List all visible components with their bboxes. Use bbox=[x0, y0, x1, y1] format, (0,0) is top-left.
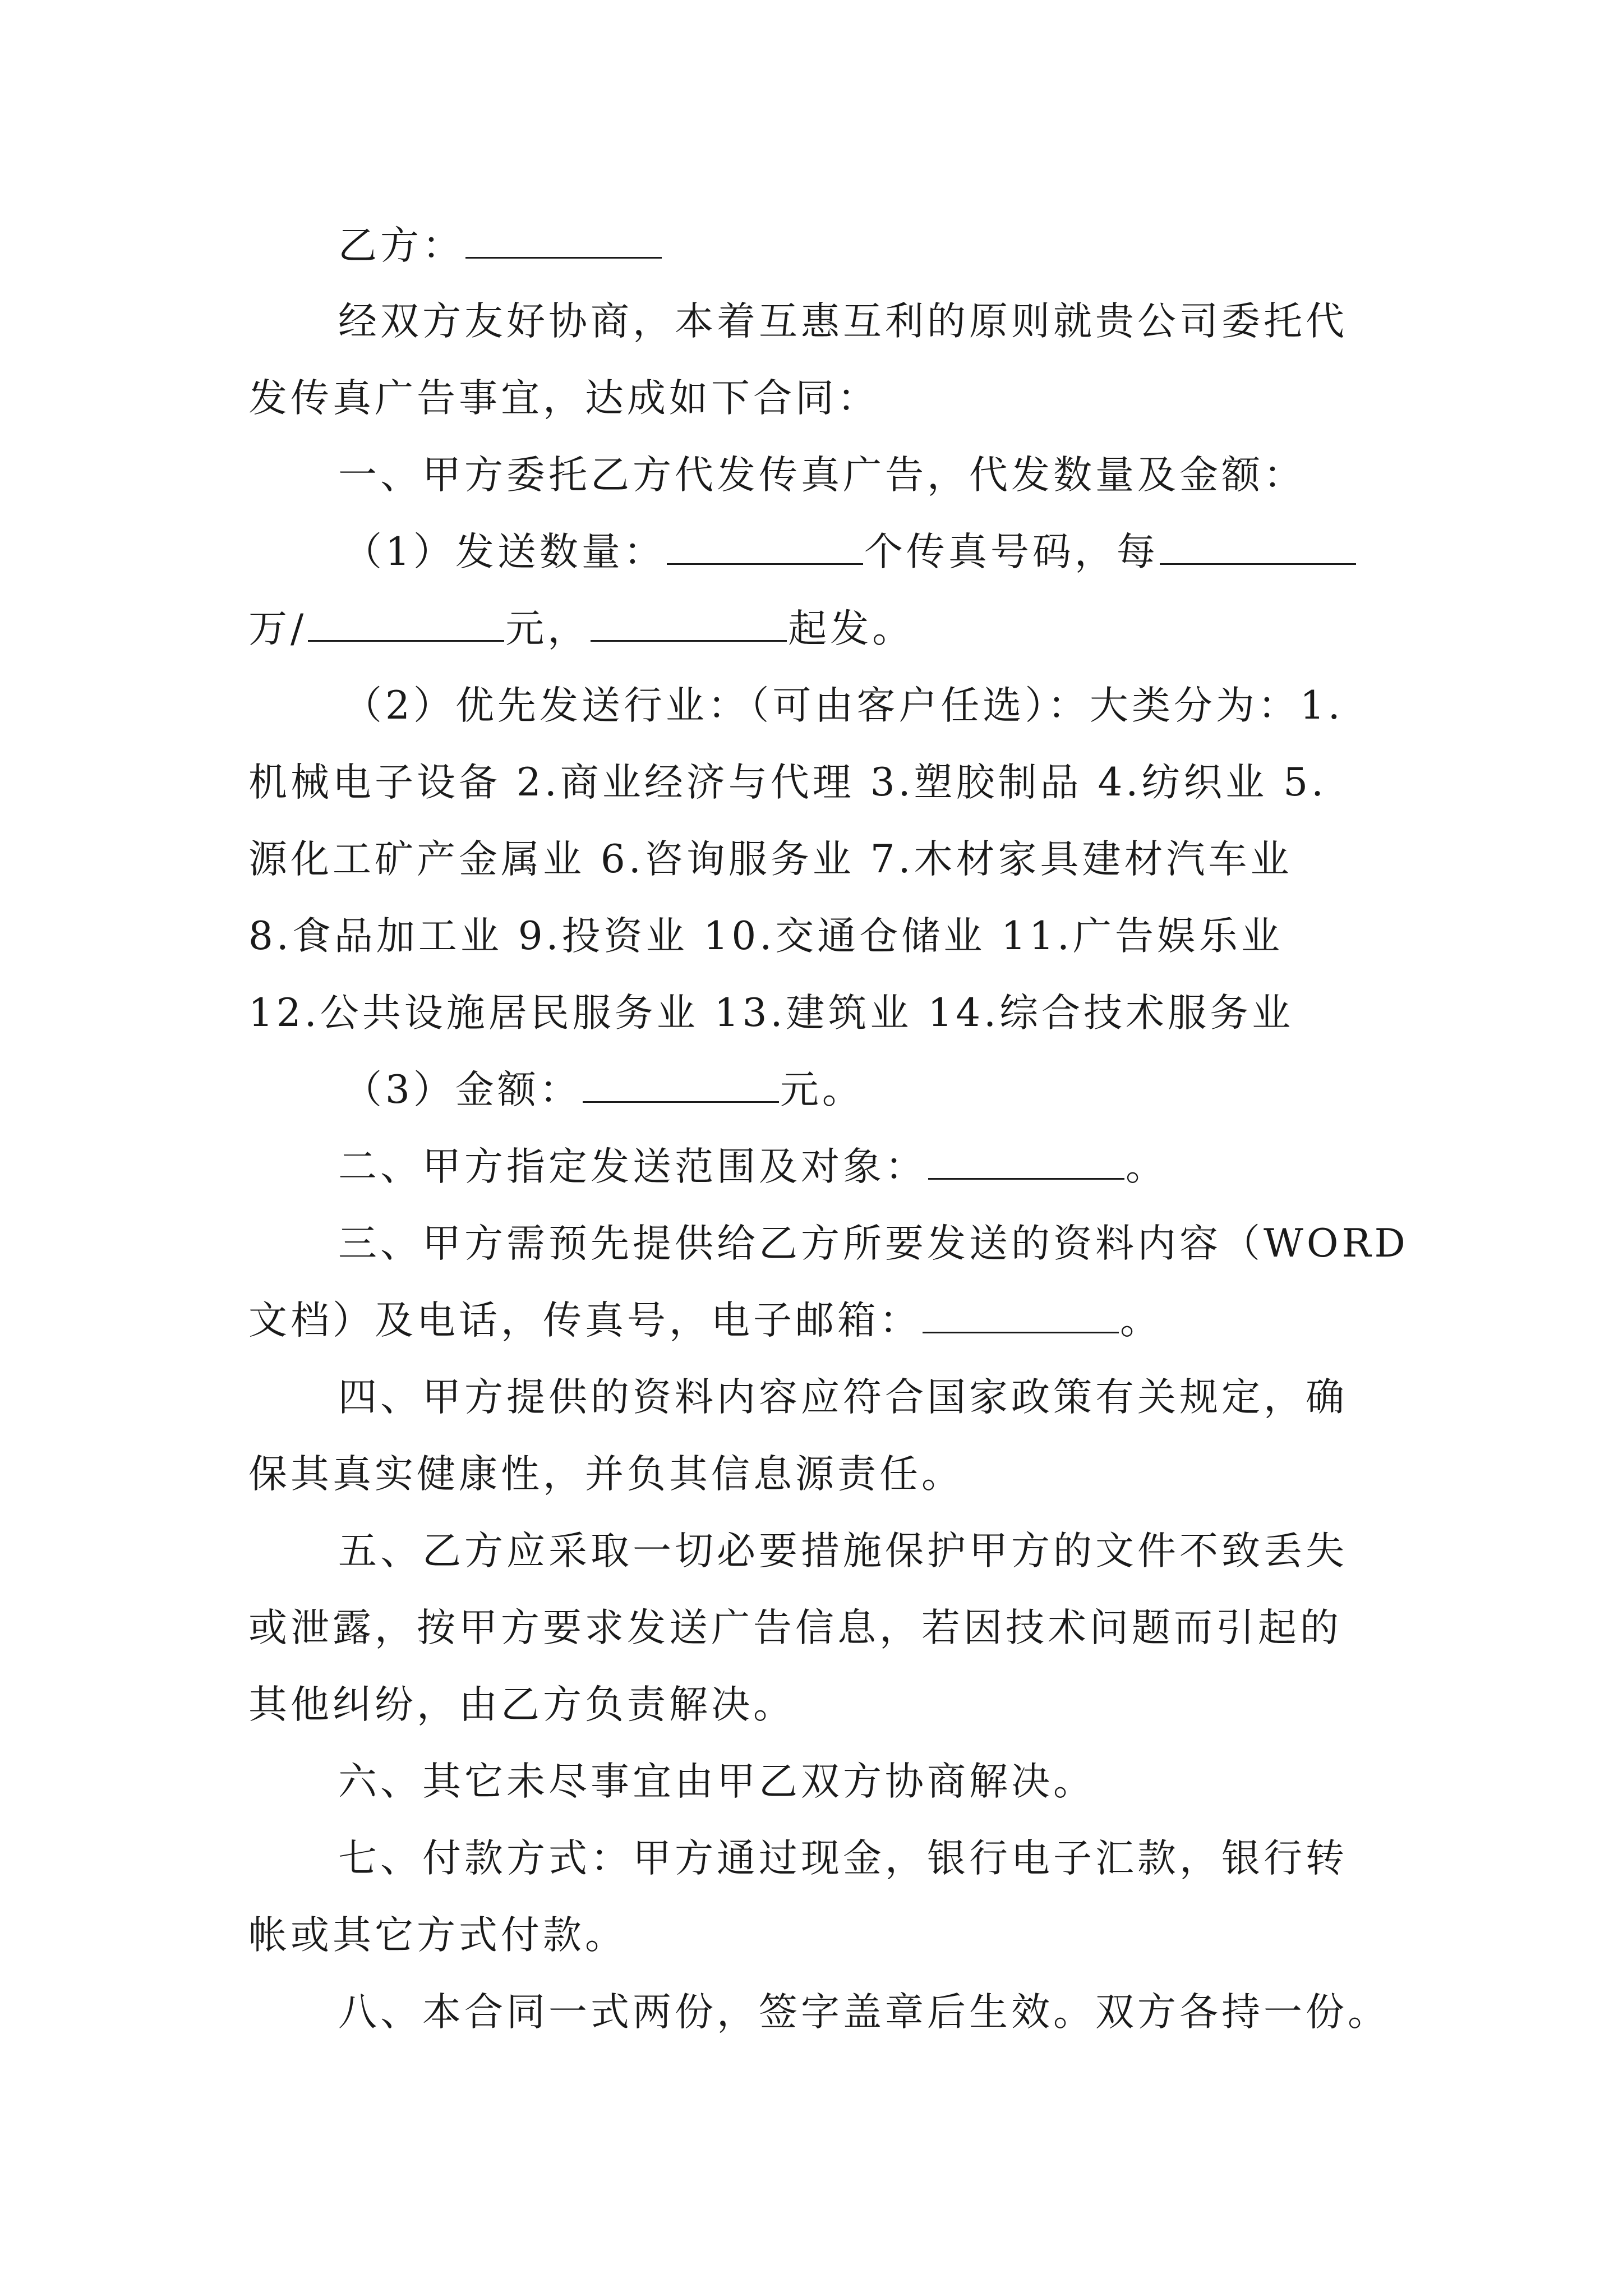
price-blank[interactable] bbox=[308, 605, 504, 642]
clause-5-line: 五、乙方应采取一切必要措施保护甲方的文件不致丢失 bbox=[338, 1529, 1348, 1573]
clause-3-end: 。 bbox=[1120, 1298, 1162, 1343]
clause-3-contact-line bbox=[248, 1295, 1162, 1346]
send-quantity-label: （1）发送数量： bbox=[343, 530, 666, 574]
minimum-label: 起发。 bbox=[788, 606, 915, 651]
clause-4-line: 四、甲方提供的资料内容应符合国家政策有关规定，确 bbox=[338, 1375, 1348, 1420]
scope-blank[interactable] bbox=[928, 1143, 1124, 1180]
clause-4-line: 保其真实健康性，并负其信息源责任。 bbox=[248, 1452, 963, 1497]
industry-line: 源化工矿产金属业 6.咨询服务业 7.木材家具建材汽车业 bbox=[248, 837, 1293, 882]
clause-5-line: 或泄露，按甲方要求发送广告信息，若因技术问题而引起的 bbox=[248, 1605, 1342, 1650]
email-blank[interactable] bbox=[923, 1297, 1119, 1333]
industry-line: 8.食品加工业 9.投资业 10.交通仓储业 11.广告娱乐业 bbox=[248, 914, 1283, 959]
fax-number-text: 个传真号码，每 bbox=[864, 530, 1159, 574]
paragraph-line: 发传真广告事宜，达成如下合同： bbox=[248, 376, 879, 421]
price-line bbox=[248, 604, 914, 654]
wan-label: 万/ bbox=[248, 606, 307, 651]
yuan-label: 元， bbox=[505, 606, 590, 651]
per-unit-blank[interactable] bbox=[1160, 528, 1356, 565]
clause-2-line bbox=[338, 1142, 1168, 1192]
clause-3-line: 三、甲方需预先提供给乙方所要发送的资料内容（WORD bbox=[338, 1221, 1409, 1266]
clause-1-heading: 一、甲方委托乙方代发传真广告，代发数量及金额： bbox=[338, 453, 1306, 498]
party-b-blank[interactable] bbox=[465, 222, 662, 259]
amount-line bbox=[343, 1065, 864, 1115]
industry-line: （2）优先发送行业：（可由客户任选）：大类分为：1. bbox=[343, 683, 1344, 728]
minimum-blank[interactable] bbox=[591, 605, 787, 642]
amount-blank[interactable] bbox=[583, 1066, 779, 1103]
send-quantity-blank[interactable] bbox=[667, 528, 863, 565]
party-b-line bbox=[338, 220, 663, 271]
paragraph-line: 经双方友好协商，本着互惠互利的原则就贵公司委托代 bbox=[338, 299, 1348, 344]
clause-3-text: 文档）及电话，传真号，电子邮箱： bbox=[248, 1298, 921, 1343]
clause-7-line: 七、付款方式：甲方通过现金，银行电子汇款，银行转 bbox=[338, 1836, 1348, 1881]
amount-unit: 元。 bbox=[780, 1068, 864, 1112]
industry-line: 机械电子设备 2.商业经济与代理 3.塑胶制品 4.纺织业 5. bbox=[248, 760, 1327, 805]
clause-6-line: 六、其它未尽事宜由甲乙双方协商解决。 bbox=[338, 1759, 1095, 1804]
clause-5-line: 其他纠纷，由乙方负责解决。 bbox=[248, 1682, 795, 1727]
industry-line: 12.公共设施居民服务业 13.建筑业 14.综合技术服务业 bbox=[248, 991, 1294, 1036]
amount-label: （3）金额： bbox=[343, 1068, 582, 1112]
clause-2-end: 。 bbox=[1126, 1144, 1168, 1189]
clause-2-text: 二、甲方指定发送范围及对象： bbox=[338, 1144, 927, 1189]
send-quantity-line bbox=[343, 527, 1357, 577]
party-b-label: 乙方： bbox=[338, 223, 464, 268]
clause-8-line: 八、本合同一式两份，签字盖章后生效。双方各持一份。 bbox=[338, 1990, 1390, 2035]
clause-7-line: 帐或其它方式付款。 bbox=[248, 1913, 627, 1958]
